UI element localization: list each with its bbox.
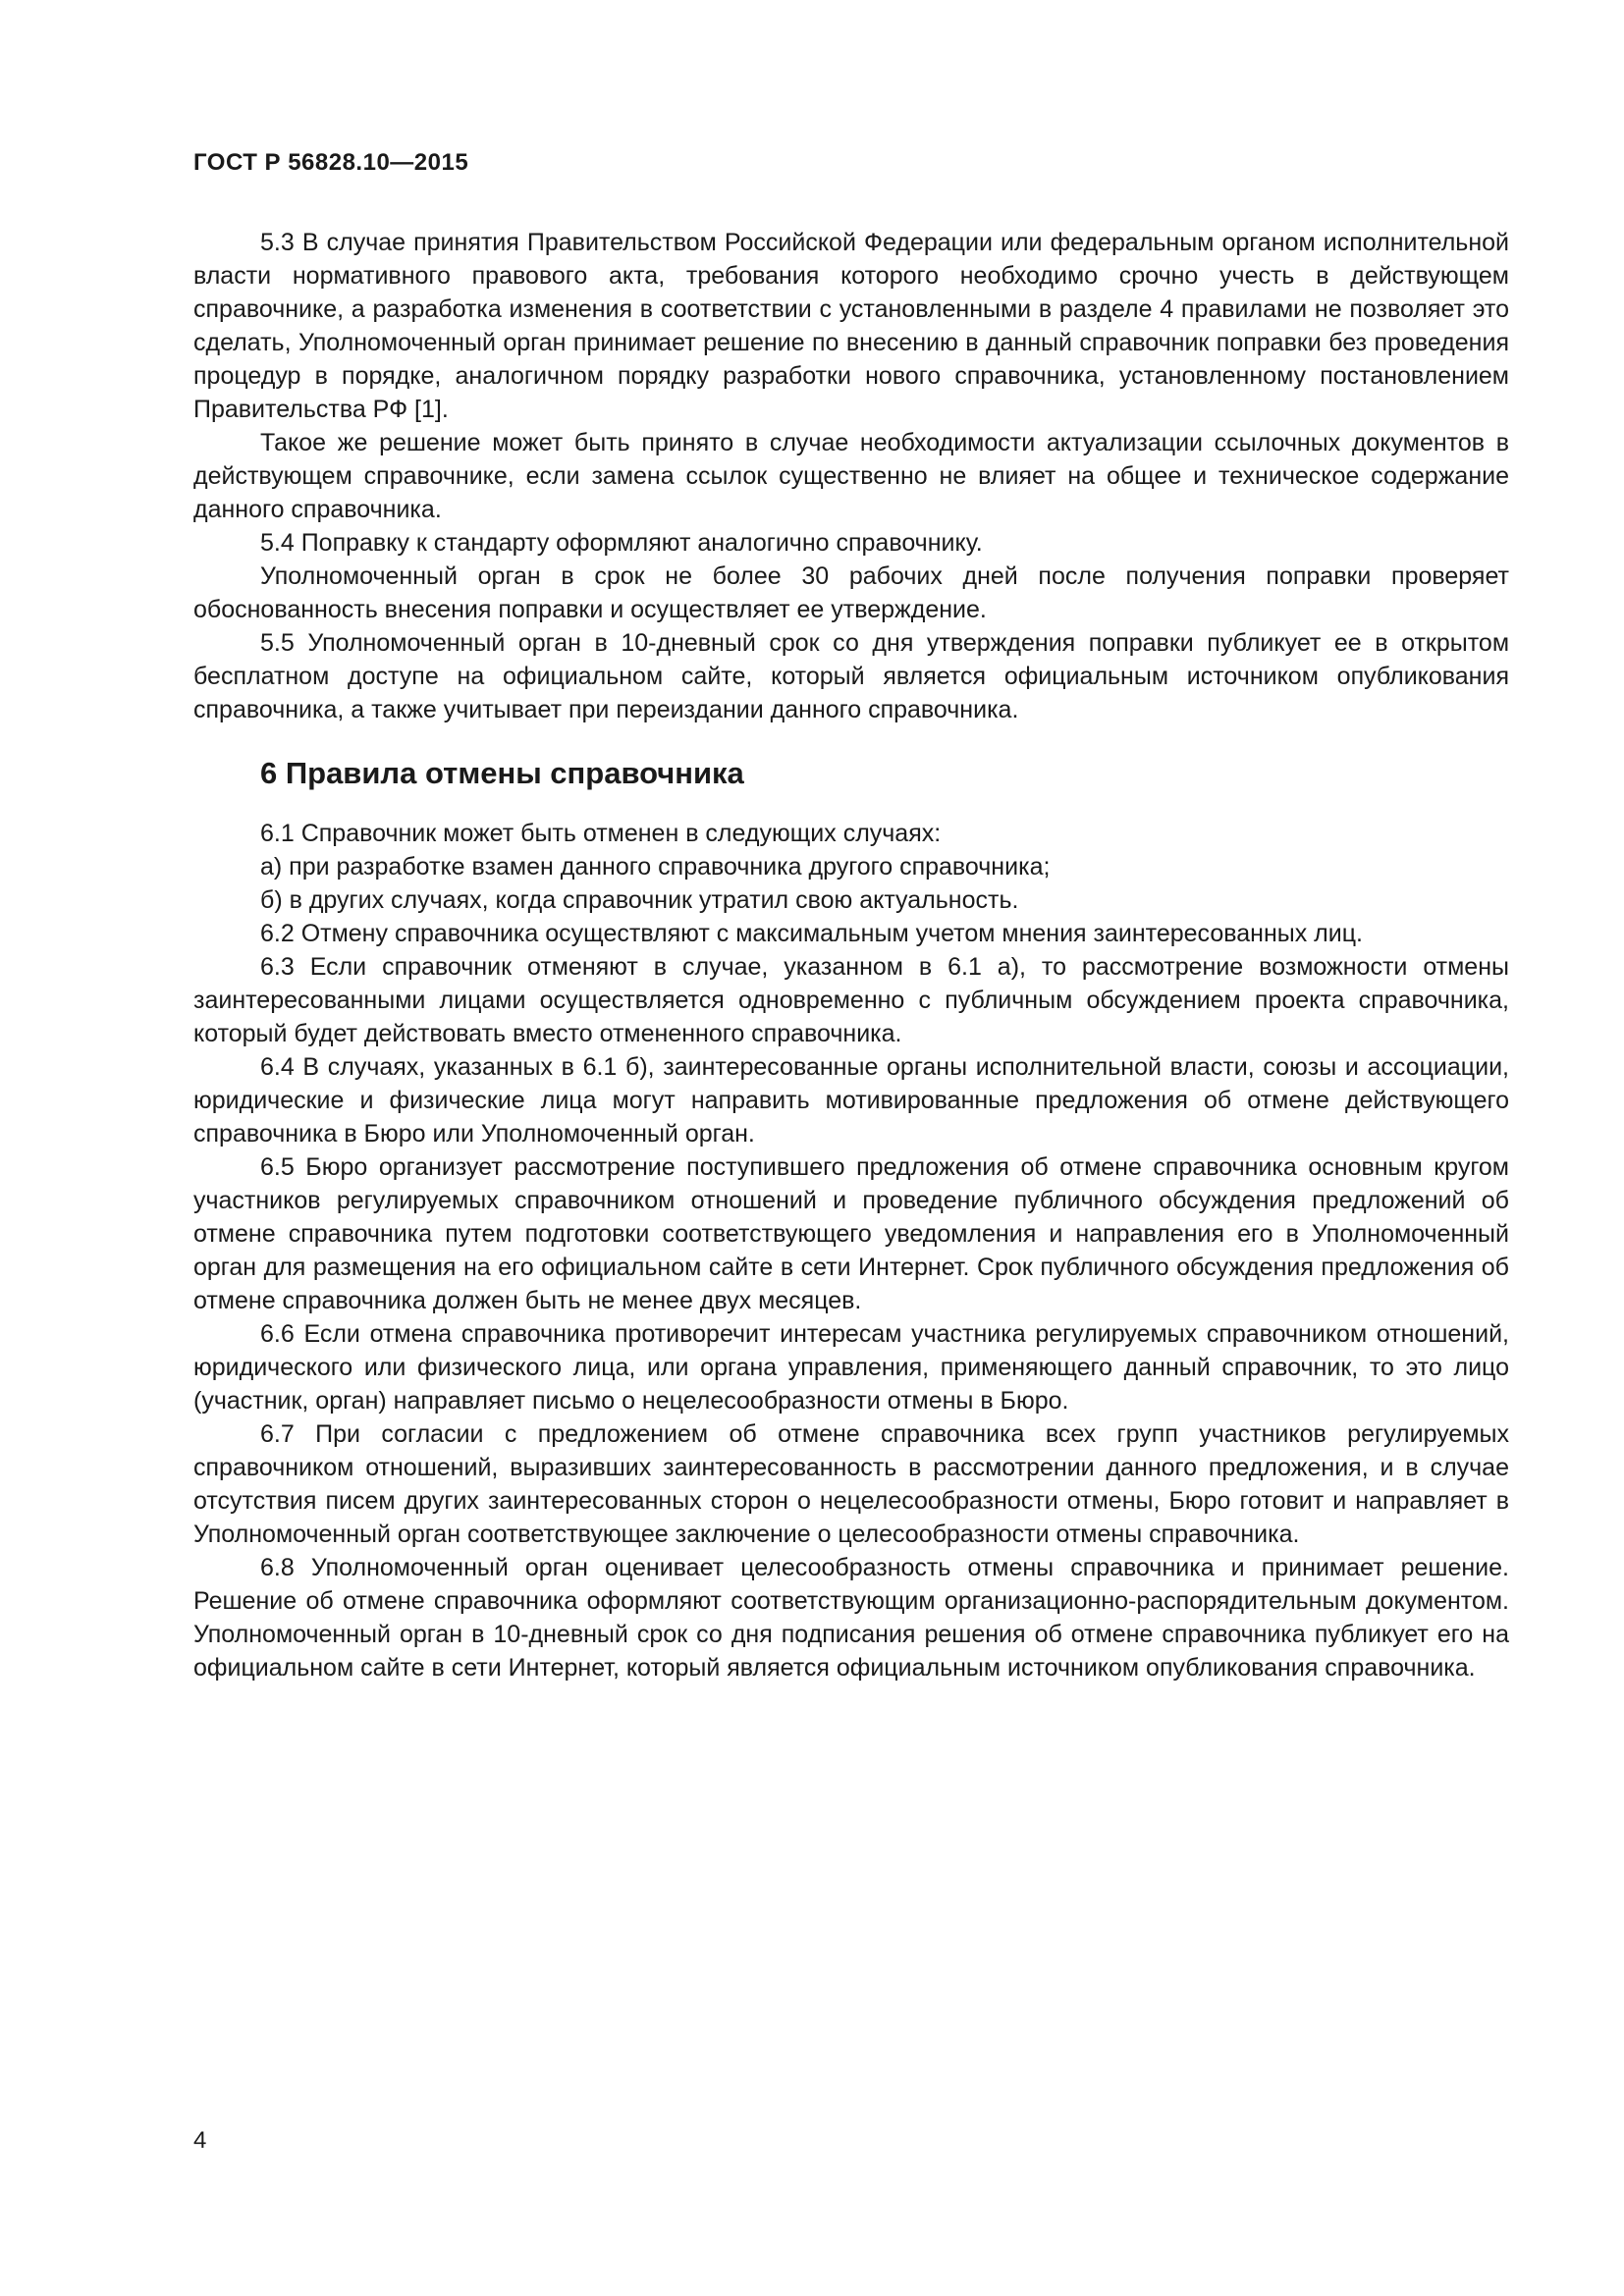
paragraph-6-8: 6.8 Уполномоченный орган оценивает целесообразность отмены справочника и принимает решение. Решение об отмене справочника оформляют соответствующим организационно-распорядительным документом. Уполномоченный орган в 10-дневный срок со дня подписания решения об отмене справочника публикует его на официальном сайте в сети Интернет, который является официальным источником опубликования справочника. [193,1554,1509,1682]
section-5-body [193,226,1509,726]
document-code-header: ГОСТ Р 56828.10—2015 [193,149,469,176]
paragraph-6-4: 6.4 В случаях, указанных в 6.1 б), заинтересованные органы исполнительной власти, союзы и ассоциации, юридические и физические лица могут направить мотивированные предложения об отмене действующего справочника в Бюро или Уполномоченный орган. [193,1053,1509,1148]
section-6-heading: 6 Правила отмены справочника [260,756,744,790]
paragraph-6-1: 6.1 Справочник может быть отменен в следующих случаях: [260,820,942,847]
page-number: 4 [193,2127,207,2154]
paragraph-5-4-continued: Уполномоченный орган в срок не более 30 рабочих дней после получения поправки проверяет обоснованность внесения поправки и осуществляет ее утверждение. [193,562,1509,623]
paragraph-5-5: 5.5 Уполномоченный орган в 10-дневный срок со дня утверждения поправки публикует ее в открытом бесплатном доступе на официальном сайте, который является официальным источником опубликования справочника, а также учитывает при переиздании данного справочника. [193,629,1509,723]
list-item-6-1-a: а) при разработке взамен данного справочника другого справочника; [260,853,1051,881]
paragraph-6-2: 6.2 Отмену справочника осуществляют с максимальным учетом мнения заинтересованных лиц. [260,920,1363,947]
paragraph-6-3: 6.3 Если справочник отменяют в случае, указанном в 6.1 а), то рассмотрение возможности отмены заинтересованными лицами осуществляется одновременно с публичным обсуждением проекта справочника, который будет действовать вместо отмененного справочника. [193,953,1509,1047]
paragraph-6-6: 6.6 Если отмена справочника противоречит интересам участника регулируемых справочником отношений, юридического или физического лица, или органа управления, применяющего данный справочник, то это лицо (участник, орган) направляет письмо о нецелесообразности отмены в Бюро. [193,1320,1509,1415]
list-item-6-1-b: б) в других случаях, когда справочник утратил свою актуальность. [260,886,1019,914]
section-6-body [193,817,1509,1684]
paragraph-5-3: 5.3 В случае принятия Правительством Российской Федерации или федеральным органом исполнительной власти нормативного правового акта, требования которого необходимо срочно учесть в действующем справочнике, а разработка изменения в соответствии с установленными в разделе 4 правилами не позволяет это сделать, Уполномоченный орган принимает решение по внесению в данный справочник поправки без проведения процедур в порядке, аналогичном порядку разработки нового справочника, установленному постановлением Правительства РФ [1]. [193,229,1509,423]
paragraph-5-3-continued: Такое же решение может быть принято в случае необходимости актуализации ссылочных документов в действующем справочнике, если замена ссылок существенно не влияет на общее и техническое содержание данного справочника. [193,429,1509,523]
paragraph-5-4: 5.4 Поправку к стандарту оформляют аналогично справочнику. [260,529,983,557]
paragraph-6-5: 6.5 Бюро организует рассмотрение поступившего предложения об отмене справочника основным кругом участников регулируемых справочником отношений и проведение публичного обсуждения предложений об отмене справочника путем подготовки соответствующего уведомления и направления его в Уполномоченный орган для размещения на его официальном сайте в сети Интернет. Срок публичного обсуждения предложения об отмене справочника должен быть не менее двух месяцев. [193,1153,1509,1314]
paragraph-6-7: 6.7 При согласии с предложением об отмене справочника всех групп участников регулируемых справочником отношений, выразивших заинтересованность в рассмотрении данного предложения, и в случае отсутствия писем других заинтересованных сторон о нецелесообразности отмены, Бюро готовит и направляет в Уполномоченный орган соответствующее заключение о целесообразности отмены справочника. [193,1420,1509,1548]
